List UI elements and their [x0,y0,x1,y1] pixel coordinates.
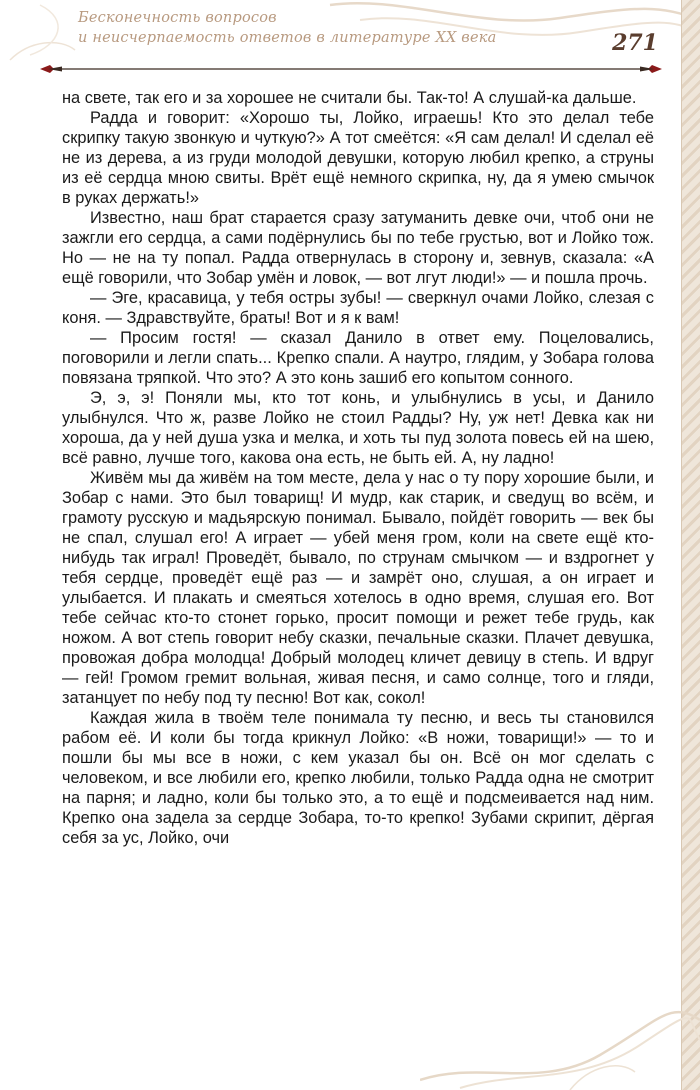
paragraph: Каждая жила в твоём теле понимала ту песню, и весь ты становился рабом её. И коли бы тогда крикнул Лойко: «В ножи, товарищи!» — то и пошли бы мы все в ножи, с кем указал бы он. Всё он мог сделать с человеком, и все любили его, крепко любили, только Радда одна не смотрит на парня; и ладно, коли бы только это, а то ещё и подсмеивается над ним. Крепко она задела за сердце Зобара, то-то крепко! Зубами скрипит, дёргая себя за ус, Лойко, очи [62,709,654,847]
ornamental-border [681,0,700,1090]
paragraph: Известно, наш брат старается сразу затуманить девке очи, чтоб они не зажгли его сердца, а сами подёрнулись бы по тебе грустью, вот и Лойко тож. Но — не на ту попал. Радда отвернулась в сторону и, зевнув, сказала: «А ещё говорили, что Зобар умён и ловок, — вот лгут люди!» — и пошла прочь. [62,209,654,287]
body-text [62,88,654,848]
paragraph: — Эге, красавица, у тебя остры зубы! — сверкнул очами Лойко, слезая с коня. — Здравствуйте, браты! Вот и я к вам! [62,289,654,327]
page-number: 271 [612,30,658,56]
header-title-line-2: и неисчерпаемость ответов в литературе XX века [78,30,497,46]
paragraph: Живём мы да живём на том месте, дела у нас о ту пору хорошие были, и Зобар с нами. Это был товарищ! И мудр, как старик, и сведущ во всём, и грамоту русскую и мадьярскую понимал. Бывало, пойдёт говорить — век бы не спал, слушал его! А играет — убей меня гром, коли на свете ещё кто-нибудь так играл! Проведёт, бывало, по струнам смычком — и вздрогнет у тебя сердце, проведёт ещё раз — и замрёт оно, слушая, а он играет и улыбается. И плакать и смеяться хотелось в одно время, слушая его. Вот тебе сейчас кто-то стонет горько, просит помощи и режет тебе грудь, как ножом. А вот степь говорит небу сказки, печальные сказки. Плачет девушка, провожая добра молодца! Добрый молодец кличет девицу в степь. И вдруг — гей! Громом гремит вольная, живая песня, и само солнце, того и гляди, затанцует по небу под ту песню! Вот как, сокол! [62,469,654,707]
paragraph: Радда и говорит: «Хорошо ты, Лойко, играешь! Кто это делал тебе скрипку такую звонкую и чуткую?» А тот смеётся: «Я сам делал! И сделал её не из дерева, а из груди молодой девушки, которую любил крепко, а струны из её сердца мною свиты. Врёт ещё немного скрипка, ну, да я умею смычок в руках держать!» [62,109,654,207]
running-header [0,0,700,80]
paragraph: — Просим гостя! — сказал Данило в ответ ему. Поцеловались, поговорили и легли спать... Крепко спали. А наутро, глядим, у Зобара голова повязана тряпкой. Что это? А это конь зашиб его копытом сонного. [62,329,654,387]
header-title-line-1: Бесконечность вопросов [78,10,277,26]
running-header-title [78,8,496,48]
ornament-swirl-bottom [420,960,700,1090]
paragraph: на свете, так его и за хорошее не считали бы. Так-то! А слушай-ка дальше. [62,89,637,107]
paragraph: Э, э, э! Поняли мы, кто тот конь, и улыбнулись в усы, и Данило улыбнулся. Что ж, разве Лойко не стоил Радды? Ну, уж нет! Девка как ни хороша, да у ней душа узка и мелка, и хоть ты пуд золота повесь ей на шею, всё равно, лучше того, какова она есть, не быть ей. А, ну ладно! [62,389,654,467]
header-rule [40,64,662,74]
